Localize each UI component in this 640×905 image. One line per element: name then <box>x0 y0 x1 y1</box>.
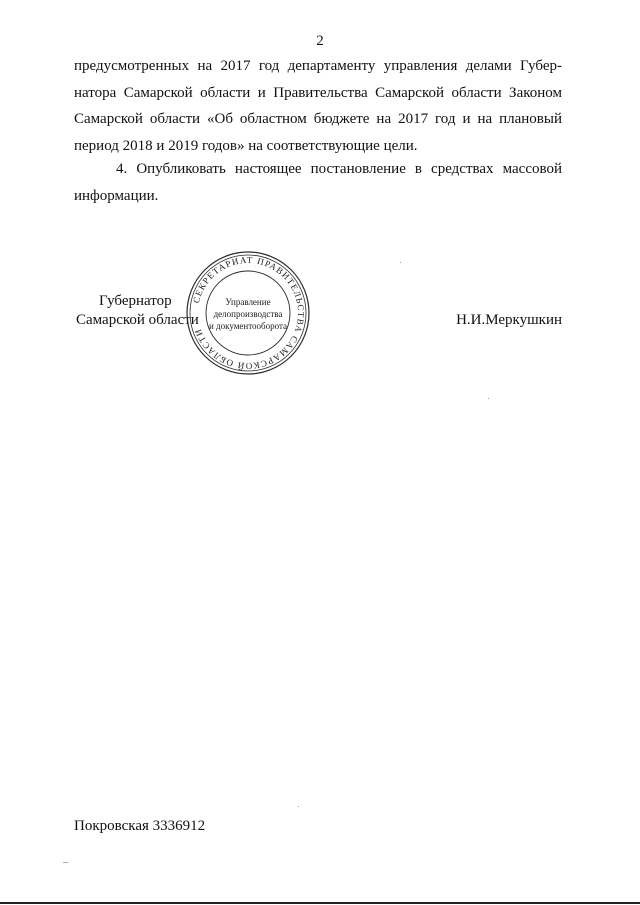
official-stamp <box>185 250 311 376</box>
stamp-inner-text <box>185 296 311 332</box>
page-bottom-edge <box>0 902 640 904</box>
stamp-ring-text: СЕКРЕТАРИАТ ПРАВИТЕЛЬСТВА САМАРСКОЙ ОБЛАСТИ <box>191 254 307 372</box>
paragraph-line: предусмотренных на 2017 год департаменту управления делами Губер- <box>74 58 562 74</box>
margin-mark <box>63 862 68 863</box>
paragraph-line: 4. Опубликовать настоящее постановление в средствах массовой <box>116 161 562 177</box>
scan-speck <box>400 262 401 263</box>
stamp-inner-line: и документооборота <box>208 321 288 331</box>
paragraph-line: натора Самарской области и Правительства Самарской области Законом <box>74 84 562 101</box>
paragraph-line: информации. <box>74 187 159 204</box>
executor-note: Покровская 3336912 <box>74 818 206 834</box>
paragraph-budget <box>74 53 562 159</box>
scan-speck <box>488 398 489 399</box>
stamp-inner-line: делопроизводства <box>213 309 283 319</box>
paragraph-publish <box>74 156 562 209</box>
scan-speck <box>298 806 299 807</box>
signer-name: Н.И.Меркушкин <box>456 312 562 328</box>
signer-title-line-1: Губернатор <box>99 293 172 309</box>
signer-title-line-2: Самарской области <box>76 312 199 328</box>
stamp-inner-line: Управление <box>225 297 271 307</box>
paragraph-line: Самарской области «Об областном бюджете на 2017 год и на плановый <box>74 111 562 127</box>
page-number: 2 <box>316 33 324 49</box>
paragraph-line: период 2018 и 2019 годов» на соответствующие цели. <box>74 137 418 154</box>
